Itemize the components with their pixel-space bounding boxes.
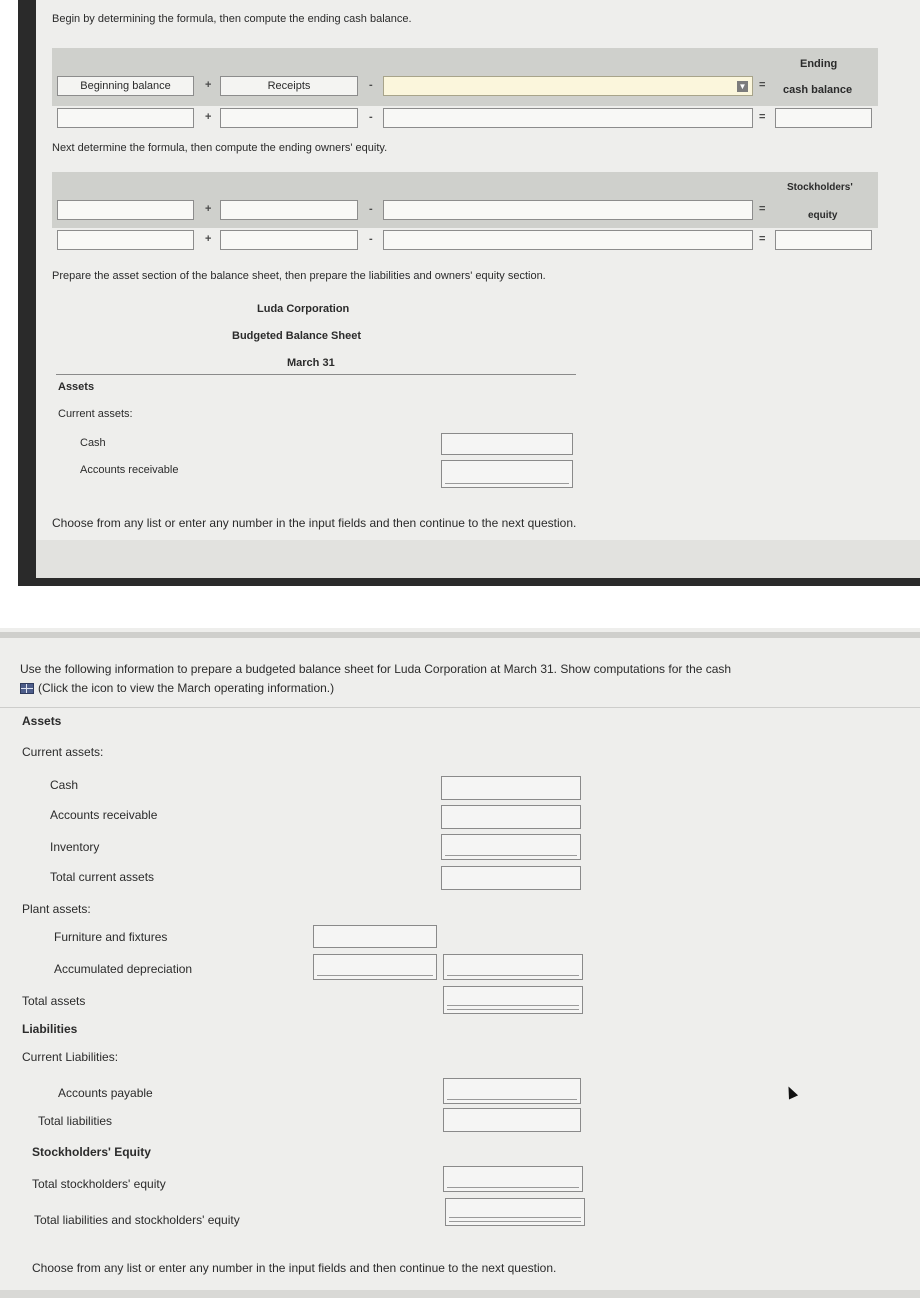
bs-total-current-assets-label: Total current assets (50, 870, 155, 884)
equity-input-2[interactable] (220, 200, 358, 220)
chevron-down-icon[interactable]: ▼ (738, 82, 747, 91)
bottom-top-rule (0, 632, 920, 638)
table-icon[interactable] (20, 683, 34, 694)
screenshot-gap (0, 586, 920, 626)
instruction-divider (0, 707, 920, 708)
bs-accounts-receivable-label: Accounts receivable (50, 808, 158, 822)
instruction-balance: Prepare the asset section of the balance sheet, then prepare the liabilities and owners' equity section. (52, 270, 546, 282)
assets-heading: Assets (58, 381, 95, 393)
info-link[interactable]: (Click the icon to view the March operating information.) (38, 681, 335, 695)
plus-operator: + (205, 79, 212, 91)
bs-total-liabilities-input[interactable] (443, 1108, 581, 1132)
equals-operator: = (759, 111, 766, 123)
bs-current-assets-label: Current assets: (22, 745, 104, 759)
bs-total-assets-label: Total assets (22, 994, 86, 1008)
bs-total-current-assets-input[interactable] (441, 866, 581, 890)
accounts-receivable-label: Accounts receivable (80, 464, 179, 476)
bs-total-l-se-input[interactable] (445, 1198, 585, 1226)
bs-accounts-payable-input[interactable] (443, 1078, 581, 1104)
bs-furniture-input[interactable] (313, 925, 437, 948)
instruction-equity: Next determine the formula, then compute the ending owners' equity. (52, 142, 388, 154)
equity-input-6[interactable] (383, 230, 753, 250)
company-name: Luda Corporation (257, 303, 350, 315)
bottom-edge (0, 1290, 920, 1298)
bs-se-heading: Stockholders' Equity (32, 1145, 151, 1159)
beginning-balance-input[interactable] (57, 108, 194, 128)
receipts-input[interactable] (220, 108, 358, 128)
minus-operator: - (369, 203, 373, 215)
bs-furniture-label: Furniture and fixtures (54, 930, 168, 944)
bs-total-l-se-label: Total liabilities and stockholders' equity (34, 1213, 240, 1227)
plus-operator: + (205, 233, 212, 245)
statement-date: March 31 (287, 357, 335, 369)
equity-input-1[interactable] (57, 200, 194, 220)
cash-label: Cash (80, 437, 106, 449)
bs-assets-heading: Assets (22, 714, 62, 728)
bs-accounts-payable-label: Accounts payable (58, 1086, 153, 1100)
accounts-receivable-input[interactable] (441, 460, 573, 488)
formula-dropdown[interactable] (383, 76, 753, 96)
bs-accounts-receivable-input[interactable] (441, 805, 581, 829)
bs-current-liabilities-label: Current Liabilities: (22, 1050, 119, 1064)
bs-cash-input[interactable] (441, 776, 581, 800)
equity-input-3[interactable] (383, 200, 753, 220)
bottom-footer-note: Choose from any list or enter any number in the input fields and then continue to the next question. (32, 1261, 557, 1275)
minus-operator: - (369, 79, 373, 91)
minus-operator: - (369, 111, 373, 123)
bottom-instruction: Use the following information to prepare a budgeted balance sheet for Luda Corporation at March 31. Show computations for the cash (20, 662, 732, 676)
cash-input[interactable] (441, 433, 573, 455)
ending-header-line1: Ending (800, 58, 838, 70)
payments-input[interactable] (383, 108, 753, 128)
current-assets-label: Current assets: (58, 408, 133, 420)
instruction-cash: Begin by determining the formula, then compute the ending cash balance. (52, 13, 412, 25)
bs-accum-dep-label: Accumulated depreciation (54, 962, 193, 976)
minus-operator: - (369, 233, 373, 245)
bs-net-plant-assets-input[interactable] (443, 954, 583, 980)
receipts-label-box[interactable]: Receipts (220, 76, 358, 96)
top-footer-note: Choose from any list or enter any number in the input fields and then continue to the next question. (52, 516, 577, 530)
header-rule (56, 374, 576, 375)
plus-operator: + (205, 111, 212, 123)
equity-input-5[interactable] (220, 230, 358, 250)
bs-inventory-input[interactable] (441, 834, 581, 860)
equity-input-4[interactable] (57, 230, 194, 250)
bs-cash-label: Cash (50, 778, 79, 792)
beginning-balance-label-box[interactable]: Beginning balance (57, 76, 194, 96)
equals-operator: = (759, 79, 766, 91)
ending-cash-input[interactable] (775, 108, 872, 128)
bs-liabilities-heading: Liabilities (22, 1022, 78, 1036)
bs-accum-dep-input[interactable] (313, 954, 437, 980)
statement-title: Budgeted Balance Sheet (232, 330, 361, 342)
bs-total-assets-input[interactable] (443, 986, 583, 1014)
top-panel-footer-bar (36, 540, 920, 578)
bs-total-se-label: Total stockholders' equity (32, 1177, 166, 1191)
bs-total-liabilities-label: Total liabilities (38, 1114, 113, 1128)
ending-equity-input[interactable] (775, 230, 872, 250)
equity-header-line1: Stockholders' (787, 182, 853, 193)
bs-plant-assets-label: Plant assets: (22, 902, 91, 916)
bs-total-se-input[interactable] (443, 1166, 583, 1192)
equity-header-line2: equity (808, 210, 838, 221)
plus-operator: + (205, 203, 212, 215)
equals-operator: = (759, 233, 766, 245)
ending-header-line2: cash balance (783, 84, 853, 96)
bs-inventory-label: Inventory (50, 840, 100, 854)
equals-operator: = (759, 203, 766, 215)
